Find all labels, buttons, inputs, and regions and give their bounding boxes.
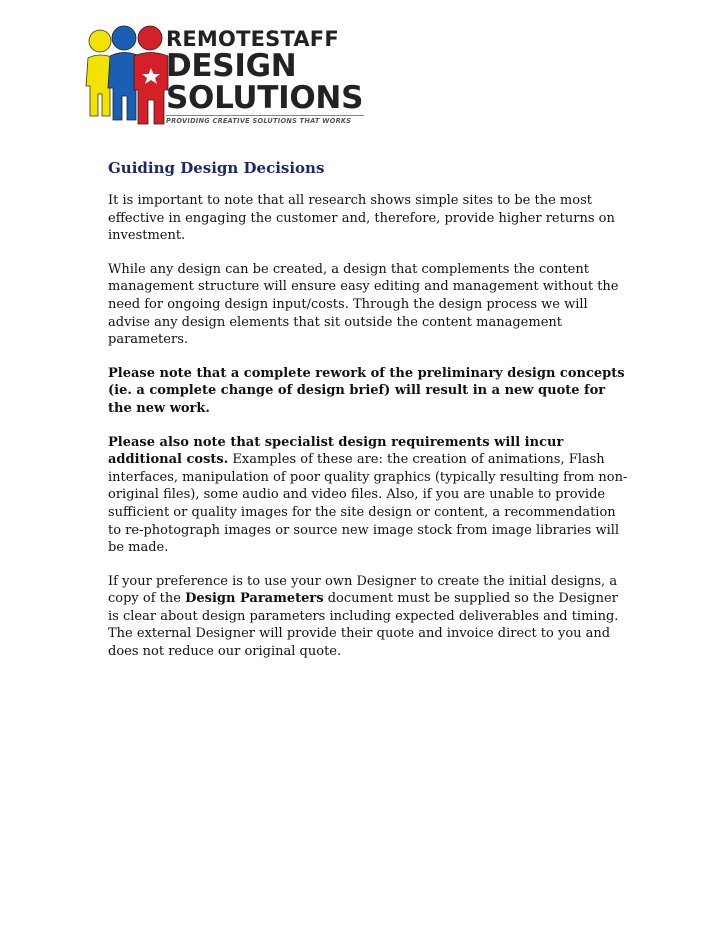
paragraph-content-management: While any design can be created, a design that complements the content management structure will ensure easy editing and management without the need for ongoing design input/costs. Through the design process we will advise any design elements that sit outside the content management parameters. <box>108 261 619 348</box>
logo-wordmark <box>166 28 364 125</box>
own-designer-text-a: If your preference is to use your own Designer to create the initial designs, a copy of the <box>108 573 618 607</box>
paragraph-own-designer <box>108 573 628 661</box>
paragraph-research: It is important to note that all research shows simple sites to be the most effective in engaging the customer and, therefore, provide higher returns on investment. <box>108 193 615 244</box>
paragraph-specialist-costs <box>108 434 628 557</box>
company-logo <box>84 24 374 134</box>
people-figures-icon <box>84 24 170 128</box>
logo-line-design: DESIGN <box>166 48 297 84</box>
paragraph-rework-note: Please note that a complete rework of the preliminary design concepts (ie. a complete change of design brief) will result in a new quote for the new work. <box>108 365 625 416</box>
own-designer-text-b: document must be supplied so the Designer is clear about design parameters including expected deliverables and timing. The external Designer will provide their quote and invoice direct to you and does not reduce our original quote. <box>108 591 619 660</box>
document-body <box>108 158 628 677</box>
specialist-costs-text: Examples of these are: the creation of animations, Flash interfaces, manipulation of poor quality graphics (typically resulting from non-original files), some audio and video files. Also, if you are unable to provide sufficient or quality images for the site design or content, a recommendation to re-photograph images or source new image stock from image libraries will be made. <box>108 452 628 556</box>
section-heading: Guiding Design Decisions <box>108 159 325 177</box>
specialist-costs-bold: Please also note that specialist design requirements will incur additional costs. <box>108 434 564 468</box>
logo-line-remotestaff: REMOTESTAFF <box>166 27 339 51</box>
logo-tagline: PROVIDING CREATIVE SOLUTIONS THAT WORKS <box>166 115 364 125</box>
logo-line-solutions: SOLUTIONS <box>166 80 364 116</box>
design-parameters-bold: Design Parameters <box>185 591 324 607</box>
